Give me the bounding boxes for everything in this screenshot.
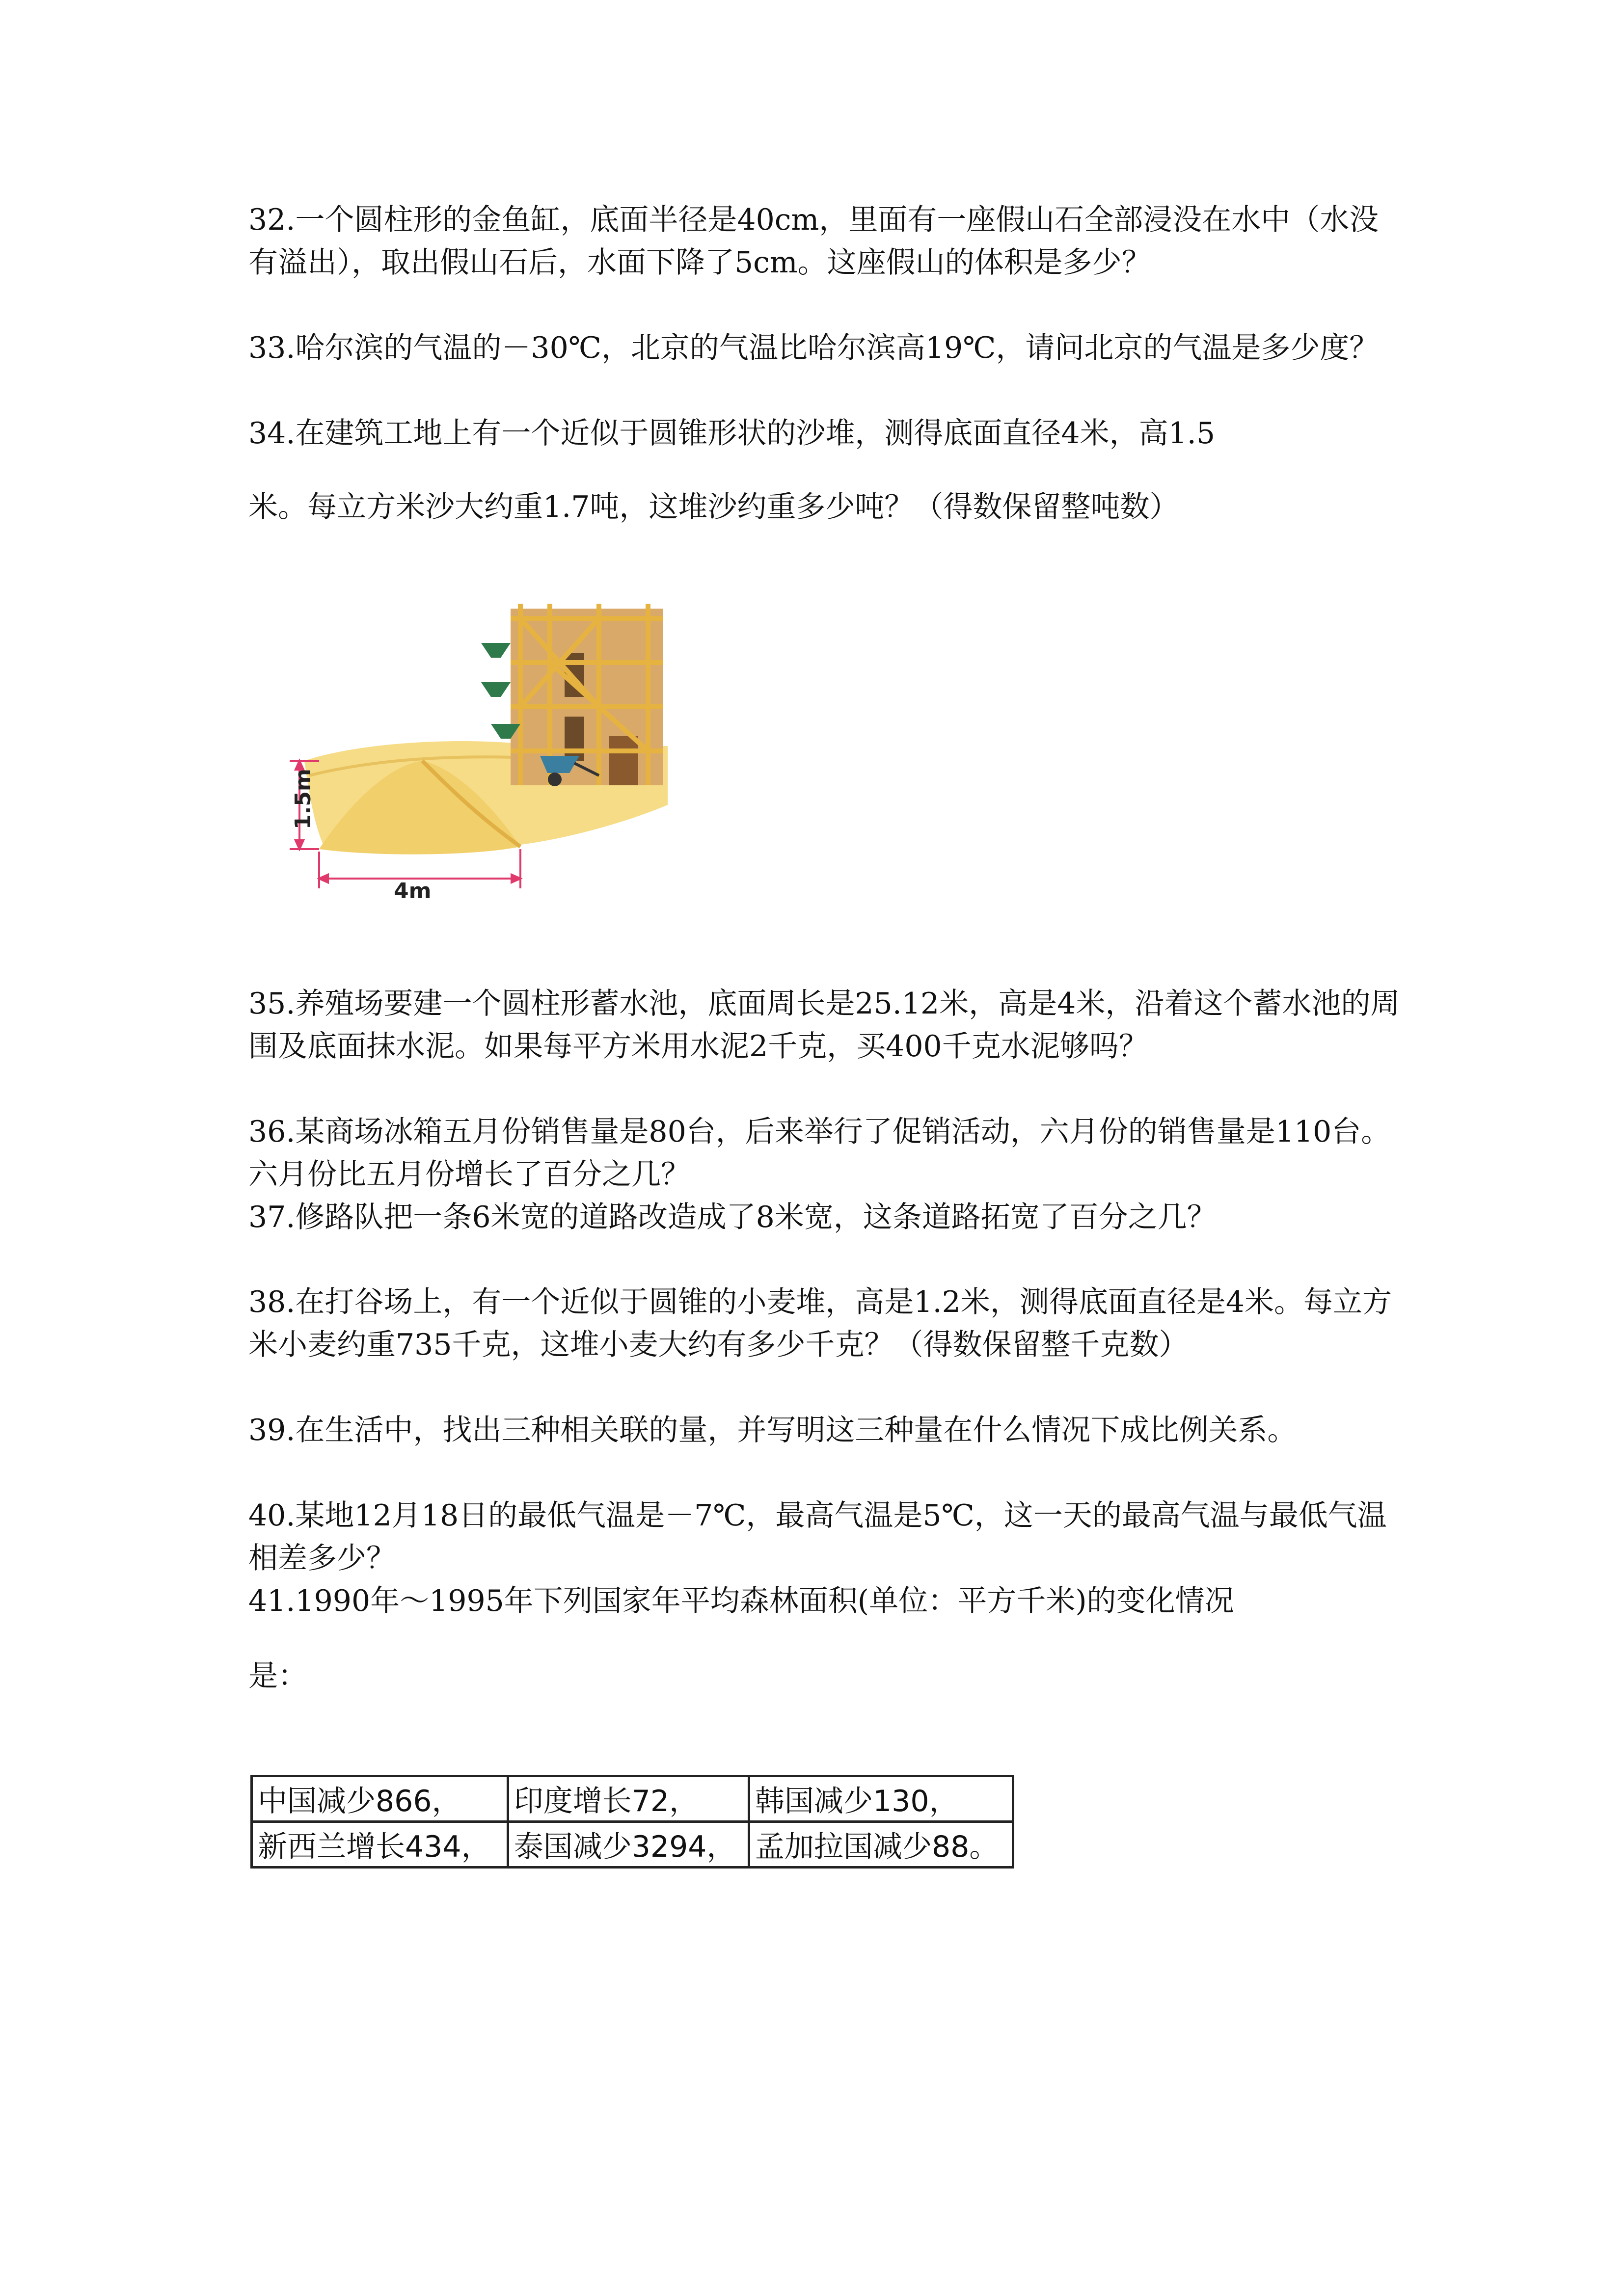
question-39: 39.在生活中，找出三种相关联的量，并写明这三种量在什么情况下成比例关系。: [248, 1413, 1297, 1447]
question-33: 33.哈尔滨的气温的－30℃，北京的气温比哈尔滨高19℃，请问北京的气温是多少度？: [248, 331, 1379, 365]
question-41-line-2: 是：: [248, 1659, 307, 1693]
basket-icon: [481, 643, 511, 658]
table-cell: 泰国减少3294，: [508, 1822, 749, 1868]
question-37: 37.修路队把一条6米宽的道路改造成了8米宽，这条道路拓宽了百分之几？: [248, 1200, 1217, 1234]
question-34-line-2: 米。每立方米沙大约重1.7吨，这堆沙约重多少吨？（得数保留整吨数）: [248, 490, 1179, 524]
forest-change-table: [250, 1775, 1014, 1863]
building-door: [609, 736, 638, 785]
question-34-line-1: 34.在建筑工地上有一个近似于圆锥形状的沙堆，测得底面直径4米，高1.5: [248, 416, 1216, 451]
table-cell: 韩国减少130，: [749, 1776, 1013, 1822]
table-cell: 孟加拉国减少88。: [749, 1822, 1013, 1868]
table-row: [252, 1822, 1013, 1868]
table-cell: 中国减少866，: [252, 1776, 508, 1822]
diameter-label: 4m: [394, 879, 432, 903]
basket-icon: [481, 682, 511, 697]
question-32: 32.一个圆柱形的金鱼缸，底面半径是40cm，里面有一座假山石全部浸没在水中（水没有溢出），取出假山石后，水面下降了5cm。这座假山的体积是多少？: [248, 203, 1379, 280]
table-cell: 新西兰增长434，: [252, 1822, 508, 1868]
sand-pile-figure: [265, 599, 668, 903]
sand-pile-illustration: [265, 599, 668, 903]
table-row: [252, 1776, 1013, 1822]
building-window: [565, 717, 584, 761]
question-38: 38.在打谷场上，有一个近似于圆锥的小麦堆，高是1.2米，测得底面直径是4米。每立方米小麦约重735千克，这堆小麦大约有多少千克？（得数保留整千克数）: [248, 1285, 1392, 1362]
question-36: 36.某商场冰箱五月份销售量是80台，后来举行了促销活动，六月份的销售量是110台。六月份比五月份增长了百分之几？: [248, 1115, 1391, 1192]
table-cell: 印度增长72，: [508, 1776, 749, 1822]
forest-table: [250, 1775, 1014, 1869]
question-35: 35.养殖场要建一个圆柱形蓄水池，底面周长是25.12米，高是4米，沿着这个蓄水池的周围及底面抹水泥。如果每平方米用水泥2千克，买400千克水泥够吗？: [248, 987, 1400, 1064]
question-41-line-1: 41.1990年～1995年下列国家年平均森林面积(单位：平方千米)的变化情况: [248, 1584, 1234, 1618]
question-40: 40.某地12月18日的最低气温是－7℃，最高气温是5℃，这一天的最高气温与最低气温相差多少？: [248, 1498, 1387, 1575]
height-label: 1.5m: [291, 769, 316, 829]
